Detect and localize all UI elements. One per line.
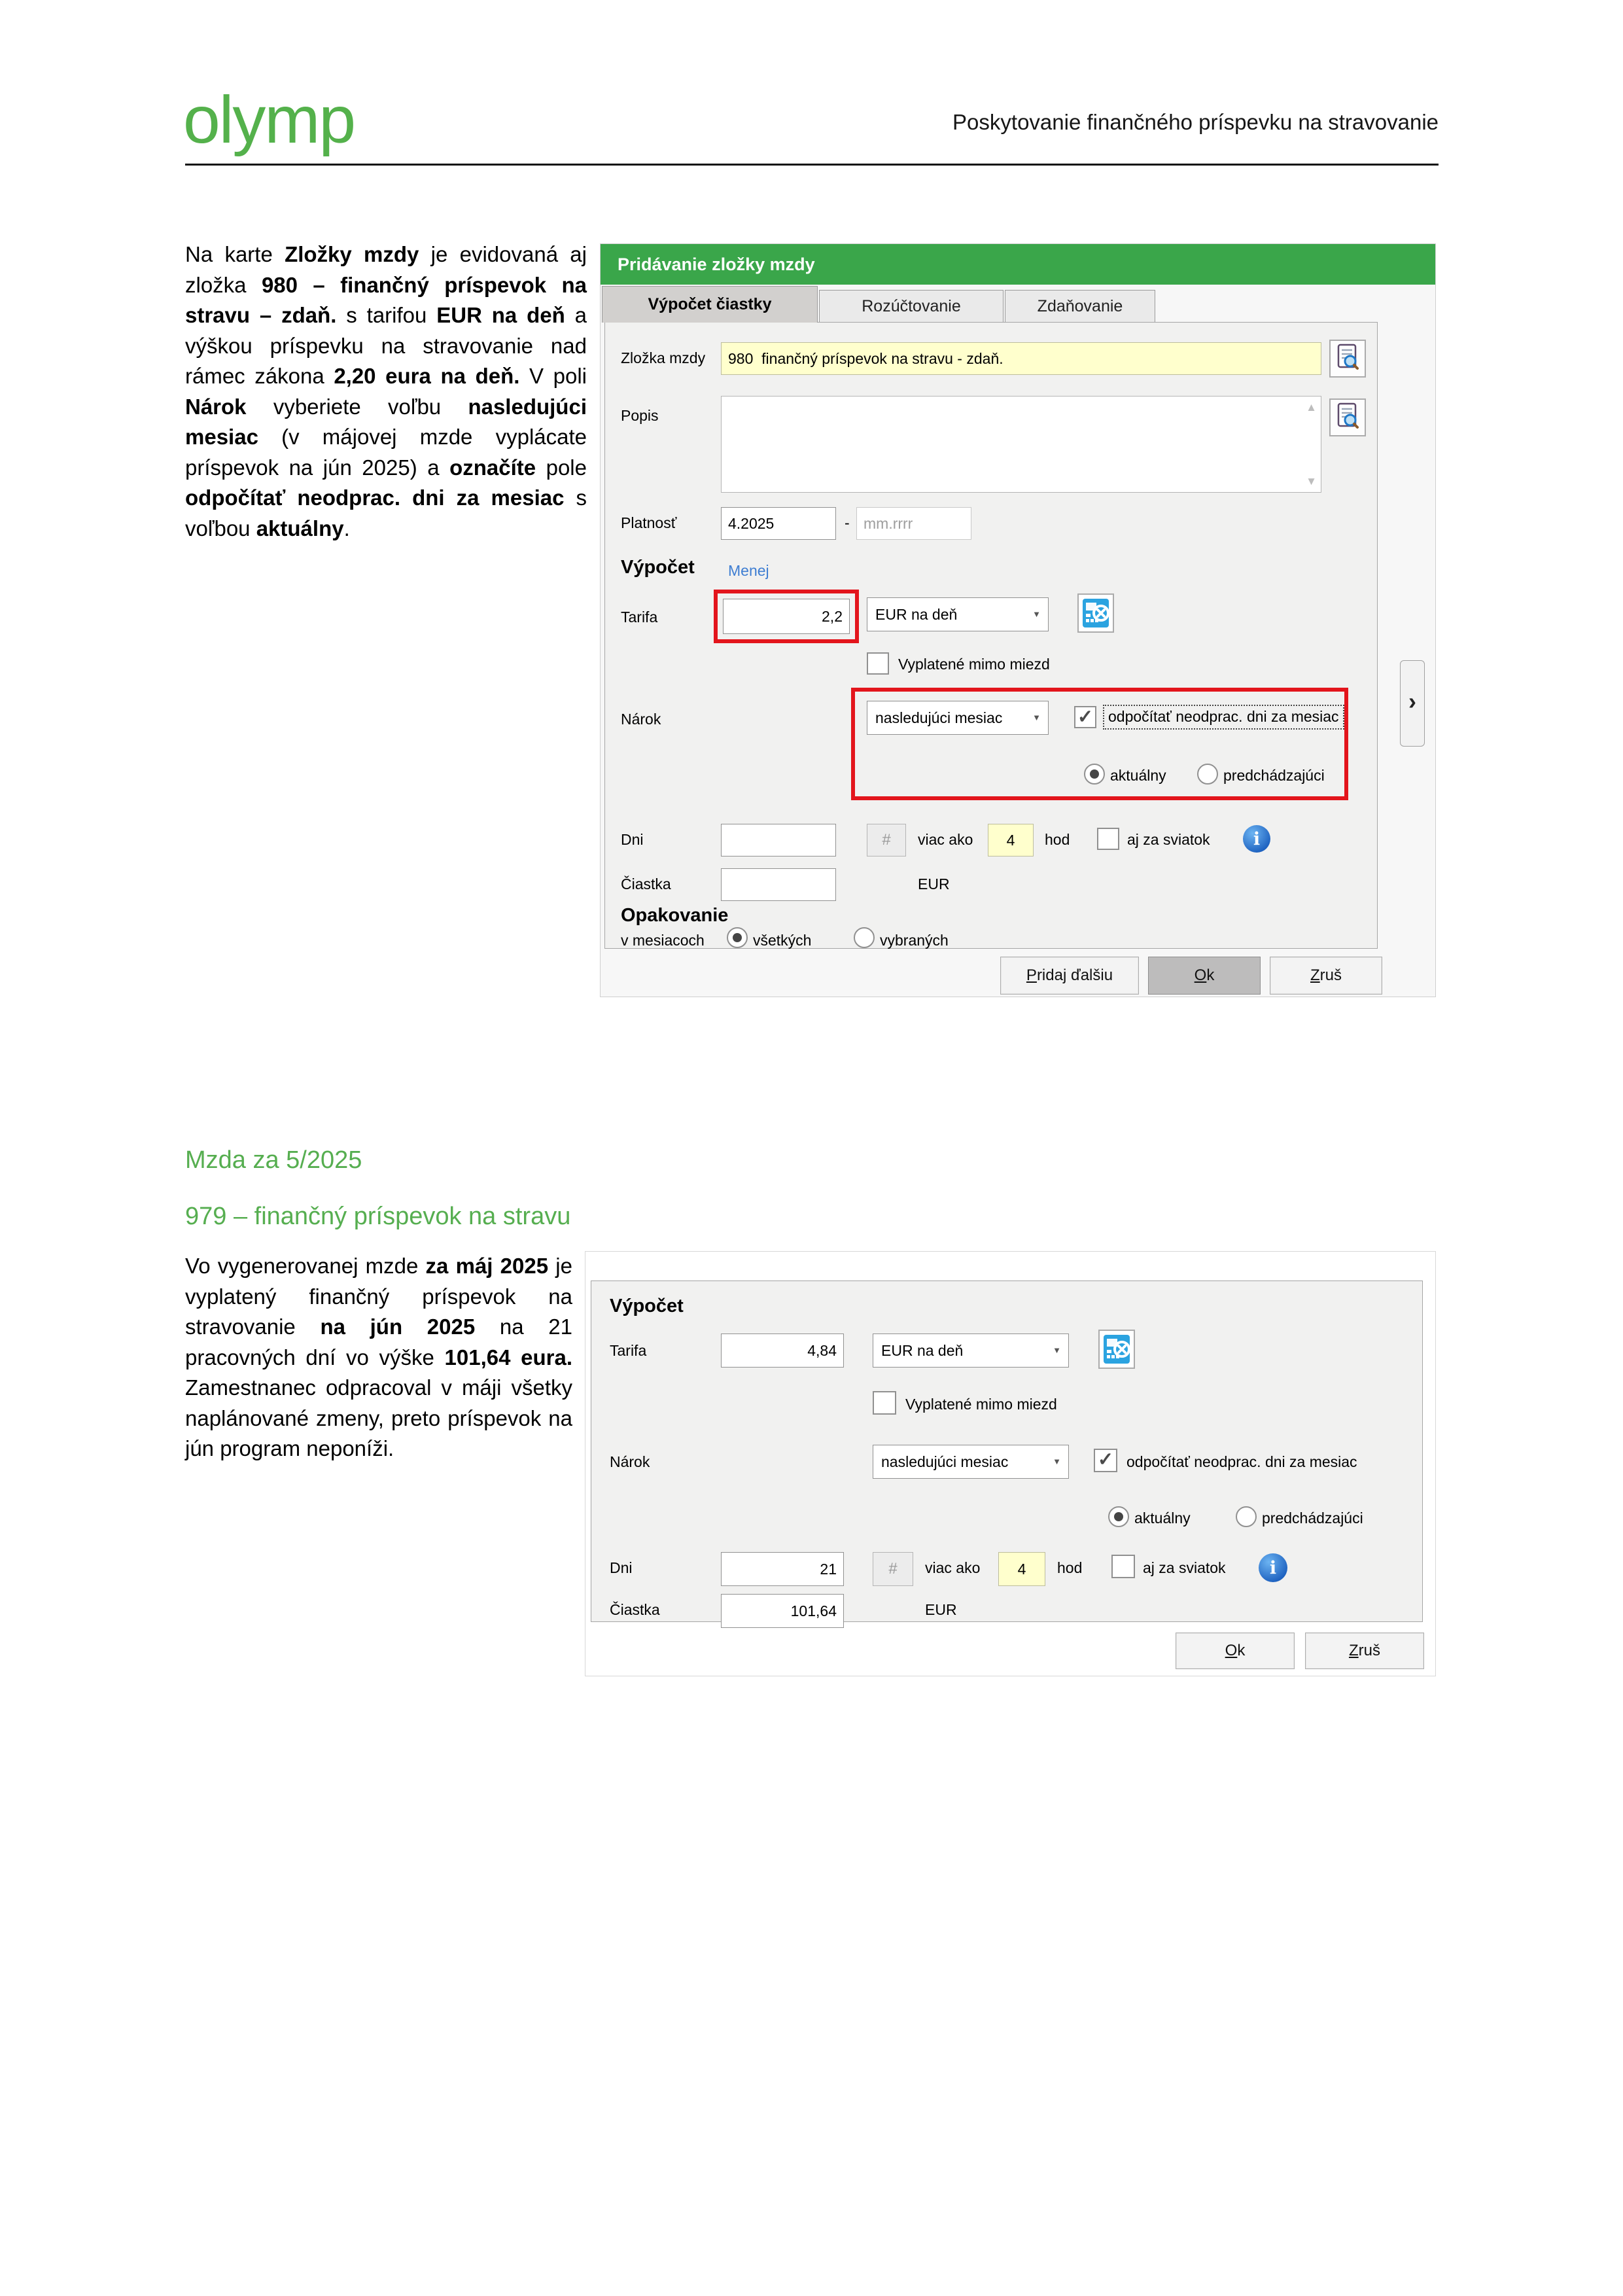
ok-button[interactable]: O k xyxy=(1148,957,1261,995)
sviatok-checkbox[interactable] xyxy=(1097,828,1119,850)
aktualny-radio[interactable] xyxy=(1084,764,1105,785)
opakovanie-heading: Opakovanie xyxy=(621,905,729,926)
vyplatene-label: Vyplatené mimo miezd xyxy=(898,656,1050,673)
panel-expander-button[interactable] xyxy=(1400,660,1425,747)
tarifa-label: Tarifa xyxy=(621,609,658,626)
info-icon[interactable] xyxy=(1259,1553,1287,1582)
platnost-to-input[interactable]: mm.rrrr xyxy=(856,507,971,540)
predchadzajuci-label: predchádzajúci xyxy=(1223,767,1325,784)
tarifa-input[interactable]: 4,84 xyxy=(721,1333,844,1368)
zlozka-mzdy-label: Zložka mzdy xyxy=(621,349,706,366)
dialog-title-bar: Pridávanie zložky mzdy xyxy=(601,244,1435,285)
odpocitat-checkbox[interactable] xyxy=(1094,1449,1117,1472)
wage-vypocet-dialog xyxy=(585,1251,1436,1676)
page-title: Poskytovanie finančného príspevku na stravovanie xyxy=(952,110,1439,134)
sviatok-checkbox[interactable] xyxy=(1111,1555,1135,1578)
sviatok-label: aj za sviatok xyxy=(1143,1559,1226,1576)
zlozka-browse-button[interactable] xyxy=(1329,340,1366,378)
odpocitat-label: odpočítať neodprac. dni za mesiac xyxy=(1126,1453,1357,1470)
info-icon[interactable] xyxy=(1243,825,1270,853)
vyplatene-checkbox[interactable] xyxy=(867,652,889,675)
dni-input[interactable]: 21 xyxy=(721,1552,844,1586)
zlozka-mzdy-input[interactable]: 980 finančný príspevok na stravu - zdaň. xyxy=(721,342,1321,375)
tab-zdanovanie[interactable]: Zdaňovanie xyxy=(1005,290,1155,323)
eur-label: EUR xyxy=(918,875,950,892)
vypocet-heading: Výpočet xyxy=(621,557,695,578)
predchadzajuci-radio[interactable] xyxy=(1236,1506,1257,1527)
calculator-icon[interactable] xyxy=(1077,593,1114,633)
document-search-icon xyxy=(1336,402,1359,433)
narok-select[interactable]: nasledujúci mesiac ▼ xyxy=(867,701,1049,735)
popis-label: Popis xyxy=(621,407,659,424)
tab-content-panel xyxy=(604,322,1378,949)
aktualny-radio[interactable] xyxy=(1108,1506,1129,1527)
ok-button[interactable]: O k xyxy=(1176,1633,1295,1669)
viac-ako-label: viac ako xyxy=(918,831,973,848)
hod-label: hod xyxy=(1057,1559,1083,1576)
tarifa-label: Tarifa xyxy=(610,1342,647,1359)
tarifa-unit-select[interactable]: EUR na deň ▼ xyxy=(867,597,1049,631)
v-mesiacoch-label: v mesiacoch xyxy=(621,932,705,949)
pridaj-dalsiu-button[interactable]: P ridaj ďalšiu xyxy=(1000,957,1139,995)
aktualny-label: aktuálny xyxy=(1110,767,1166,784)
odpocitat-checkbox[interactable] xyxy=(1074,706,1096,728)
calculator-icon[interactable] xyxy=(1098,1330,1135,1369)
vypocet-heading: Výpočet xyxy=(610,1296,684,1316)
dni-label: Dni xyxy=(610,1559,633,1576)
olymp-logo: olymp xyxy=(183,82,355,157)
tarifa-unit-select[interactable]: EUR na deň ▼ xyxy=(873,1333,1069,1368)
vyplatene-checkbox[interactable] xyxy=(873,1391,896,1415)
vybranych-radio[interactable] xyxy=(854,927,875,948)
tab-vypocet-ciastky[interactable]: Výpočet čiastky xyxy=(602,286,818,323)
ciastka-input[interactable]: 101,64 xyxy=(721,1594,844,1628)
result-paragraph: Vo vygenerovanej mzde za máj 2025 je vyplatený finančný príspevok na stravovanie na jún 2025 na 21 pracovných dní vo výške 101,64 eura. Zamestnanec odpracoval v máji všetky naplánované zmeny, preto príspevok na jún program neponíži. xyxy=(185,1254,572,1460)
add-wage-component-dialog xyxy=(600,243,1436,997)
tab-rozuctovanie[interactable]: Rozúčtovanie xyxy=(819,290,1003,323)
narok-label: Nárok xyxy=(621,711,661,728)
hod-input[interactable]: 4 xyxy=(988,824,1034,857)
narok-select[interactable]: nasledujúci mesiac ▼ xyxy=(873,1445,1069,1479)
zrus-button[interactable]: Z ruš xyxy=(1270,957,1382,995)
ciastka-input[interactable] xyxy=(721,868,836,901)
hod-input[interactable]: 4 xyxy=(998,1552,1045,1586)
hod-label: hod xyxy=(1045,831,1070,848)
vyplatene-label: Vyplatené mimo miezd xyxy=(905,1396,1057,1413)
hash-button[interactable]: # xyxy=(873,1552,913,1586)
dni-input[interactable] xyxy=(721,824,836,857)
narok-label: Nárok xyxy=(610,1453,650,1470)
sviatok-label: aj za sviatok xyxy=(1127,831,1210,848)
menej-link[interactable]: Menej xyxy=(728,562,769,579)
popis-textarea[interactable] xyxy=(721,396,1321,493)
predchadzajuci-label: predchádzajúci xyxy=(1262,1510,1363,1527)
wage-may-heading: Mzda za 5/2025 xyxy=(185,1146,362,1174)
dni-label: Dni xyxy=(621,831,644,848)
platnost-separator: - xyxy=(845,514,850,531)
ciastka-label: Čiastka xyxy=(621,875,671,892)
popis-browse-button[interactable] xyxy=(1329,398,1366,436)
vybranych-label: vybraných xyxy=(880,932,949,949)
header-rule xyxy=(185,164,1439,166)
platnost-from-input[interactable]: 4.2025 xyxy=(721,507,836,540)
scroll-up-icon[interactable] xyxy=(1306,402,1317,413)
aktualny-label: aktuálny xyxy=(1134,1510,1191,1527)
vsetkych-label: všetkých xyxy=(753,932,812,949)
vypocet-panel xyxy=(591,1280,1423,1622)
vsetkych-radio[interactable] xyxy=(727,927,748,948)
intro-paragraph: Na karte Zložky mzdy je evidovaná aj zložka 980 – finančný príspevok na stravu – zdaň. s tarifou EUR na deň a výškou príspevku na stravovanie nad rámec zákona 2,20 eura na deň. V poli Nárok vyberiete voľbu nasledujúci mesiac (v májovej mzde vyplácate príspevok na jún 2025) a označíte pole odpočítať neodprac. dni za mesiac s voľbou aktuálny. xyxy=(185,242,587,540)
tarifa-input[interactable]: 2,2 xyxy=(723,599,850,634)
predchadzajuci-radio[interactable] xyxy=(1197,764,1218,785)
zrus-button[interactable]: Z ruš xyxy=(1305,1633,1424,1669)
ciastka-label: Čiastka xyxy=(610,1601,660,1618)
platnost-label: Platnosť xyxy=(621,514,677,531)
scroll-down-icon[interactable] xyxy=(1306,476,1317,487)
hash-button[interactable]: # xyxy=(867,824,906,857)
component-979-heading: 979 – finančný príspevok na stravu xyxy=(185,1203,571,1230)
viac-ako-label: viac ako xyxy=(925,1559,981,1576)
document-search-icon xyxy=(1336,344,1359,374)
eur-label: EUR xyxy=(925,1601,957,1618)
odpocitat-label: odpočítať neodprac. dni za mesiac xyxy=(1103,705,1344,730)
